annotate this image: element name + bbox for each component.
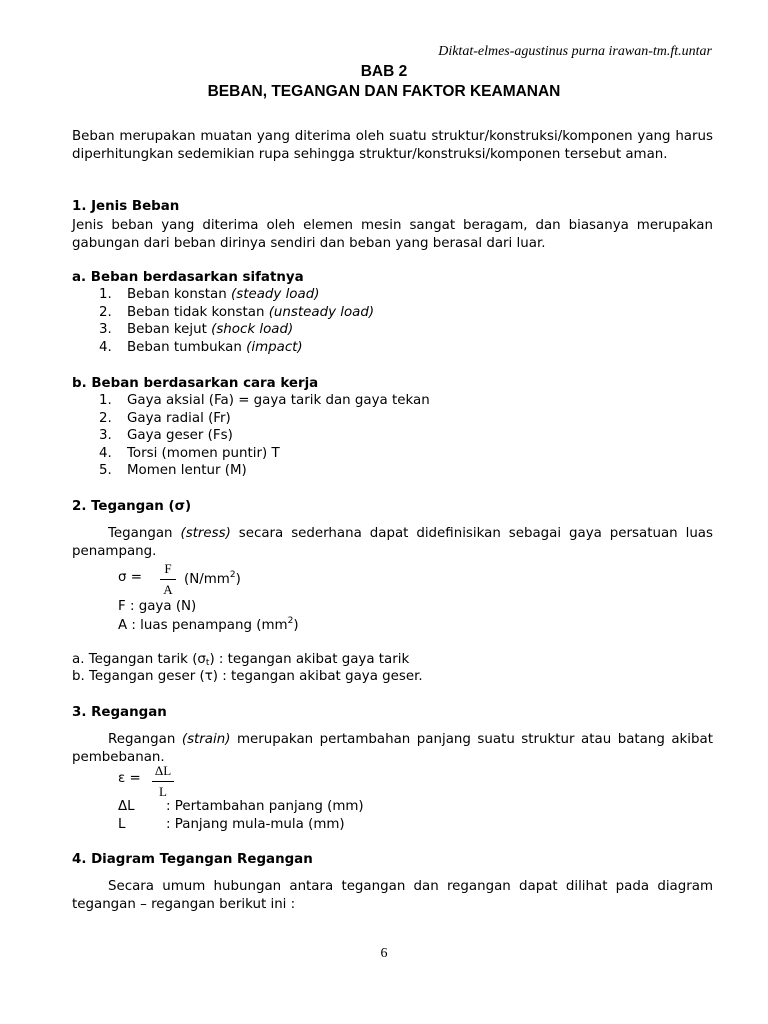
regangan-paragraph: Regangan (strain) merupakan pertambahan panjang suatu struktur atau batang akibat pembebanan. [72,732,713,765]
fraction-numerator: ΔL [154,763,172,778]
section-heading-beban-sifat: a. Beban berdasarkan sifatnya [72,270,304,285]
list-item: 2. Gaya radial (Fr) [99,411,231,426]
fraction-bar [152,781,174,782]
definition-l-symbol: L [118,817,126,832]
shear-stress-line: b. Tegangan geser (τ) : tegangan akibat gaya geser. [72,669,423,684]
tensile-stress-line: a. Tegangan tarik $(\sigma_t)$ : tegangan akibat gaya tarik [72,652,410,668]
definition-area: A : luas penampang $(mm^2)$ [118,616,299,633]
section-heading-beban-cara-kerja: b. Beban berdasarkan cara kerja [72,376,319,391]
strain-formula-lhs: ε = [118,771,141,786]
list-item: 1. Gaya aksial (Fa) = gaya tarik dan gaya tekan [99,393,430,408]
stress-unit: $(N/mm^2)$ [184,570,241,587]
tegangan-paragraph: Tegangan (stress) secara sederhana dapat didefinisikan sebagai gaya persatuan luas penampang. [72,526,713,559]
intro-paragraph: Beban merupakan muatan yang diterima oleh suatu struktur/konstruksi/komponen yang harus diperhitungkan sedemikian rupa sehingga struktur/konstruksi/komponen tersebut aman. [72,129,713,162]
list-item: 3. Gaya geser (Fs) [99,428,233,443]
list-item: 5. Momen lentur (M) [99,463,247,478]
diagram-paragraph: Secara umum hubungan antara tegangan dan regangan dapat dilihat pada diagram tegangan – regangan berikut ini : [72,879,713,912]
page-number: 6 [380,946,388,961]
section-heading-diagram: 4. Diagram Tegangan Regangan [72,852,313,867]
jenis-beban-paragraph: Jenis beban yang diterima oleh elemen mesin sangat beragam, dan biasanya merupakan gabungan dari beban dirinya sendiri dan beban yang berasal dari luar. [72,218,713,251]
chapter-label: BAB 2 [360,63,408,80]
strain-fraction [152,763,174,800]
stress-fraction [160,561,176,598]
definition-delta-l: : Pertambahan panjang (mm) [166,799,364,814]
list-item: 3. Beban kejut (shock load) [99,322,294,337]
list-item: 4. Beban tumbukan (impact) [99,340,303,355]
chapter-title: BEBAN, TEGANGAN DAN FAKTOR KEAMANAN [207,83,561,100]
section-heading-regangan: 3. Regangan [72,705,167,720]
list-item: 2. Beban tidak konstan (unsteady load) [99,305,375,320]
fraction-numerator: F [164,561,172,576]
stress-formula-lhs: σ = [118,570,142,585]
list-item: 4. Torsi (momen puntir) T [99,446,280,461]
fraction-denominator: A [163,582,173,597]
fraction-denominator: L [159,784,167,799]
section-heading-tegangan: 2. Tegangan (σ) [72,499,192,514]
definition-l: : Panjang mula-mula (mm) [166,817,345,832]
section-heading-jenis-beban: 1. Jenis Beban [72,199,180,214]
definition-delta-l-symbol: ΔL [118,799,135,814]
definition-force: F : gaya (N) [118,599,197,614]
fraction-bar [160,579,176,580]
running-header: Diktat-elmes-agustinus purna irawan-tm.ft.untar [438,44,712,59]
list-item: 1. Beban konstan (steady load) [99,287,320,302]
